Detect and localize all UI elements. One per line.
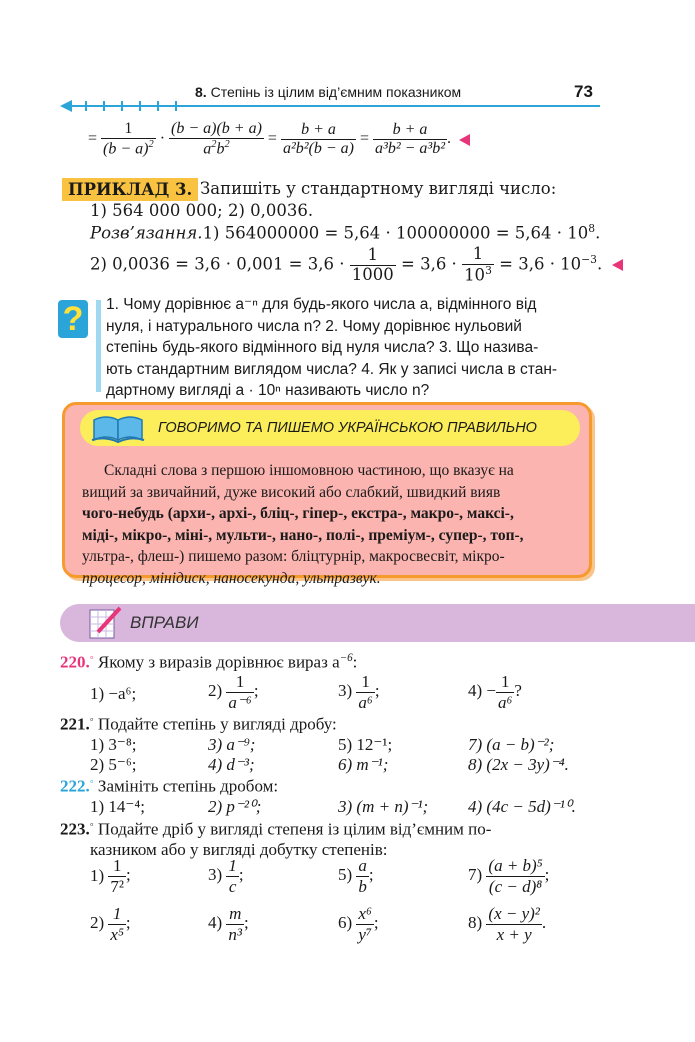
question-bar xyxy=(96,300,101,392)
example-label: ПРИКЛАД 3. xyxy=(62,178,198,201)
example-task: Запишіть у стандартному вигляді число: xyxy=(200,179,557,198)
exercise-number: 221. xyxy=(60,714,90,734)
page-number: 73 xyxy=(574,82,593,101)
fraction: $\frac{1}{10^3}$ xyxy=(464,244,492,285)
exercises-header-title: ВПРАВИ xyxy=(130,613,199,632)
question-icon: ? xyxy=(58,300,88,338)
end-of-solution-marker xyxy=(459,134,470,146)
header-ruler xyxy=(60,98,600,114)
exercise-220: 220.◦ Якому з виразів дорівнює вираз $a^{-6}$: xyxy=(60,652,358,672)
solution-label: Розв’язання. xyxy=(90,223,203,243)
exercise-number: 220. xyxy=(60,652,90,672)
exercise-223: 223.◦ Подайте дріб у вигляді степеня із цілим від’ємним по- xyxy=(60,819,492,839)
language-box-title: ГОВОРИМО ТА ПИШЕМО УКРАЇНСЬКОЮ ПРАВИЛЬНО xyxy=(158,420,537,436)
exercise-221: 221.◦ Подайте степінь у вигляді дробу: xyxy=(60,714,337,734)
solution-line-2: 2) 0,0036 = 3,6 · 0,001 = 3,6 · $\frac{1}{1000}$ = 3,6 · $\frac{1}{10^3}$ = $3,6 \cdot 10^{-3}$. xyxy=(90,245,623,285)
chapter-number: 8. xyxy=(195,84,207,100)
questions-text: 1. Чому дорівнює a⁻ⁿ для будь-якого числа a, відмінного від нуля, і натурального числа n? 2. Чому дорівнює нульовий степінь будь-якого відмінного від нуля числа? 3. Що назива- ють стандартним виглядом числа? 4. Як у записі числа в стан- дартному вигляді a · 10ⁿ називають число n? xyxy=(106,296,558,399)
fraction: $\frac{1}{(b - a)^2}$ xyxy=(103,120,154,158)
fraction: $\frac{1}{1000}$ xyxy=(351,244,394,284)
exercise-number: 223. xyxy=(60,819,90,839)
fraction: $\frac{(b - a)(b + a)}{a^2b^2}$ xyxy=(171,120,262,158)
end-of-solution-marker xyxy=(612,259,623,271)
exercise-223-text2: казником або у вигляді добутку степенів: xyxy=(90,840,388,859)
example-items: 1) 564 000 000; 2) 0,0036. xyxy=(90,201,314,220)
language-box-text: Складні слова з першою іншомовною частиною, що вказує на вищий за звичайний, дуже високий або слабкий, швидкий вияв чого-небудь (архи-, архі-, бліц-, гіпер-, екстра-, макро-, максі-, міді-, мікро-, міні-, мульти-, нано-, полі-, преміум-, супер-, топ-, ультра-, флеш-) пишемо разом: бліцтурнір, макросвесвіт, мікро- процесор, мінідиск, наносекунда, ультразвук. xyxy=(82,462,524,587)
exercise-222: 222.◦ Замініть степінь дробом: xyxy=(60,776,279,796)
pencil-notebook-icon xyxy=(88,604,124,640)
fraction: $\frac{b + a}{\text{a²b²(b − a)}}$ xyxy=(282,120,354,158)
solution-line-1: Розв’язання.1) $564000000 = 5,64 \cdot 100000000 = 5,64 \cdot 10^8$. xyxy=(90,222,601,243)
top-equation: = $\frac{1}{(b - a)^2}$ · $\frac{(b - a)(b + a)}{a^2b^2}$ = $\frac{b + a}{\text{a²b²(b − a)}}$ = $\frac{b + a}{\text{a³b² − a³b²}}$ . xyxy=(88,120,470,159)
exercise-number: 222. xyxy=(60,776,90,796)
chapter-title: Степінь із цілим від’ємним показником xyxy=(210,84,462,100)
fraction: $\frac{b + a}{\text{a³b² − a³b²}}$ xyxy=(375,120,446,158)
book-icon xyxy=(90,412,146,444)
